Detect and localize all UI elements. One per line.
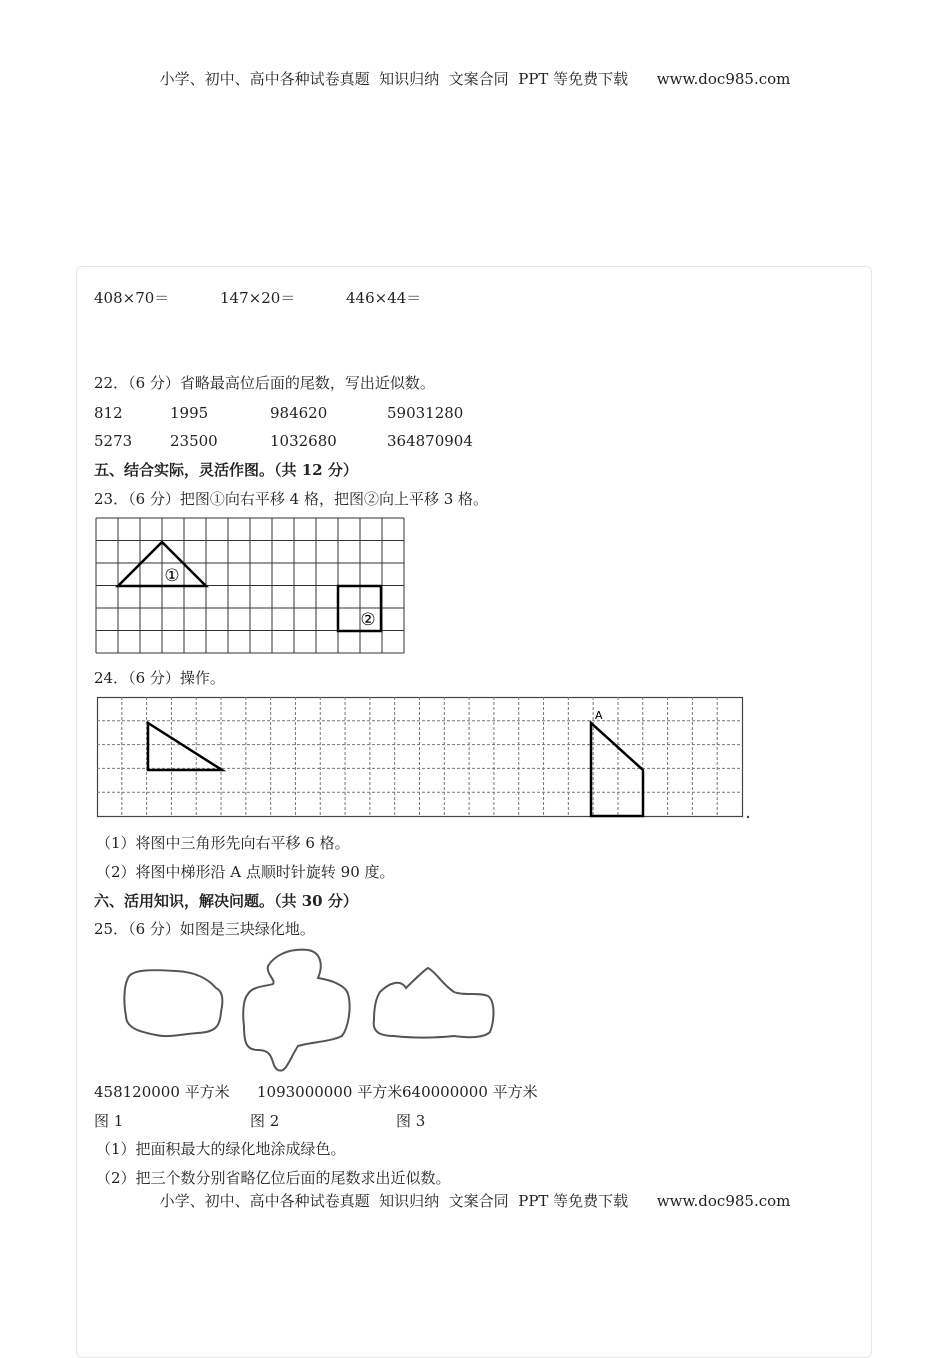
q22-number: 1032680 (270, 432, 337, 450)
q24-trapezoid (591, 723, 643, 816)
q24-sub2: （2）将图中梯形沿 A 点顺时针旋转 90 度。 (96, 863, 395, 881)
calc-item-3: 446×44＝ (346, 289, 422, 307)
q25-area-1: 458120000 平方米 (94, 1083, 230, 1101)
q24-title: 24．（6 分）操作。 (94, 669, 225, 687)
q25-fig-1-label: 图 1 (94, 1112, 124, 1130)
q22-number: 364870904 (387, 432, 473, 450)
q25-sub2: （2）把三个数分别省略亿位后面的尾数求出近似数。 (96, 1169, 451, 1187)
page-header: 小学、初中、高中各种试卷真题 知识归纳 文案合同 PPT 等免费下载 www.doc985.com (159, 70, 791, 88)
green-area-3-shape (374, 968, 494, 1038)
q22-number: 984620 (270, 404, 328, 422)
q25-title: 25．（6 分）如图是三块绿化地。 (94, 920, 315, 938)
q25-area-2: 1093000000 平方米 (257, 1083, 403, 1101)
q22-number: 812 (94, 404, 123, 422)
green-area-1-shape (124, 970, 222, 1036)
q24-triangle (148, 723, 222, 770)
q24-dot (747, 816, 749, 818)
section6-title: 六、活用知识，解决问题。（共 30 分） (94, 892, 358, 910)
q25-sub1: （1）把面积最大的绿化地涂成绿色。 (96, 1140, 346, 1158)
q25-area-3: 640000000 平方米 (402, 1083, 538, 1101)
q22-number: 23500 (170, 432, 218, 450)
q24-sub1: （1）将图中三角形先向右平移 6 格。 (96, 834, 350, 852)
calc-item-2: 147×20＝ (220, 289, 296, 307)
q22-title: 22．（6 分）省略最高位后面的尾数，写出近似数。 (94, 374, 435, 392)
q23-grid-figure (96, 518, 406, 658)
q24-grid (97, 697, 742, 816)
q22-number: 59031280 (387, 404, 464, 422)
q22-number: 1995 (170, 404, 209, 422)
q23-label-1: ① (164, 566, 180, 586)
q22-number: 5273 (94, 432, 133, 450)
q23-title: 23．（6 分）把图①向右平移 4 格，把图②向上平移 3 格。 (94, 490, 489, 508)
q24-grid-figure (97, 697, 752, 822)
q25-fig-2-label: 图 2 (250, 1112, 280, 1130)
green-area-2-shape (243, 950, 349, 1071)
q23-label-2: ② (360, 610, 376, 630)
calc-item-1: 408×70＝ (94, 289, 170, 307)
section5-title: 五、结合实际，灵活作图。（共 12 分） (94, 461, 358, 479)
q24-point-a-label: A (595, 709, 603, 722)
page-footer: 小学、初中、高中各种试卷真题 知识归纳 文案合同 PPT 等免费下载 www.doc985.com (159, 1192, 791, 1210)
q25-fig-3-label: 图 3 (396, 1112, 426, 1130)
q25-green-areas-figure (118, 946, 508, 1076)
